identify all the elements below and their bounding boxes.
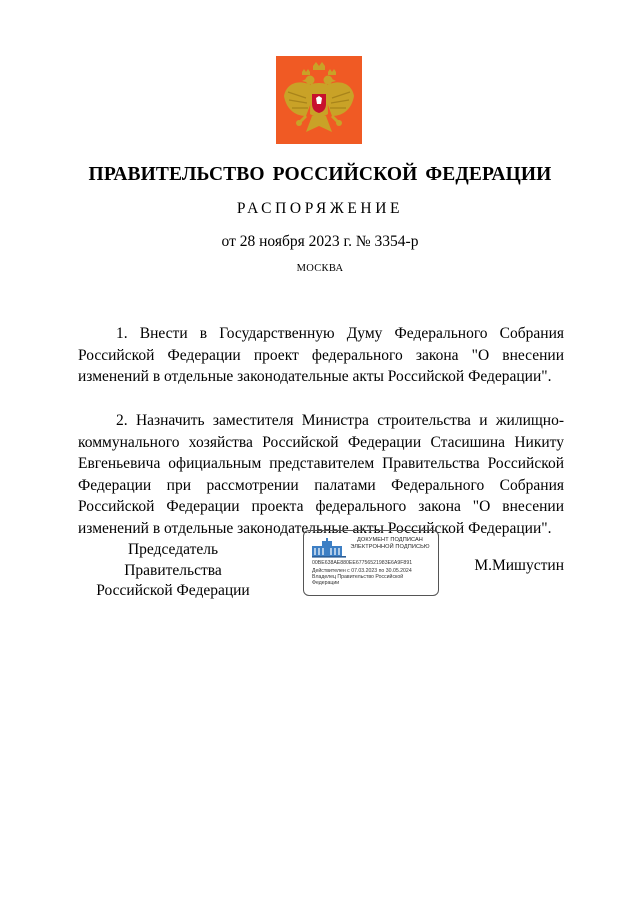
signatory-name: М.Мишустин xyxy=(474,557,564,574)
government-building-icon xyxy=(310,537,348,559)
paragraph-1 xyxy=(78,323,564,388)
stamp-certificate-number: 00BE638AE880EE67756521983E6A9F891 xyxy=(312,560,413,566)
document-city: МОСКВА xyxy=(296,263,344,274)
signatory-position-line: Председатель Правительства xyxy=(124,541,222,579)
paragraph-number: 1. xyxy=(116,325,128,342)
document-date-number: от 28 ноября 2023 г. № 3354-р xyxy=(221,233,419,250)
stamp-heading-line: ДОКУМЕНТ ПОДПИСАН xyxy=(357,537,423,543)
stamp-owner: Федерации xyxy=(312,580,340,586)
paragraph-text: Внести в Государственную Думу Федерального Собрания Российской Федерации проект федерального закона "О внесении изменений в отдельные законодательные акты Российской Федерации". xyxy=(78,325,564,386)
stamp-heading xyxy=(346,537,434,551)
signatory-position-line: Российской Федерации xyxy=(96,582,250,599)
paragraph-2 xyxy=(78,410,564,540)
paragraph-text: Назначить заместителя Министра строительства и жилищно-коммунального хозяйства Российской Федерации Стасишина Никиту Евгеньевича официальным представителем Правительства Российской Федерации при рассмотрении палатами Федерального Собрания Российской Федерации проекта федерального закона "О внесении изменений в отдельные законодательные акты Российской Федерации". xyxy=(78,412,565,537)
document-type: РАСПОРЯЖЕНИЕ xyxy=(236,200,404,217)
stamp-validity: Действителен с 07.03.2023 по 30.05.2024 xyxy=(312,568,412,574)
signatory-position xyxy=(78,540,268,602)
stamp-heading-line: ЭЛЕКТРОННОЙ ПОДПИСЬЮ xyxy=(350,544,430,550)
russian-coat-of-arms-icon xyxy=(276,56,362,144)
organization-title: ПРАВИТЕЛЬСТВО РОССИЙСКОЙ ФЕДЕРАЦИИ xyxy=(88,164,552,185)
paragraph-number: 2. xyxy=(116,412,128,429)
electronic-signature-stamp xyxy=(303,530,439,596)
stamp-owner: Владелец Правительство Российской xyxy=(312,574,404,580)
